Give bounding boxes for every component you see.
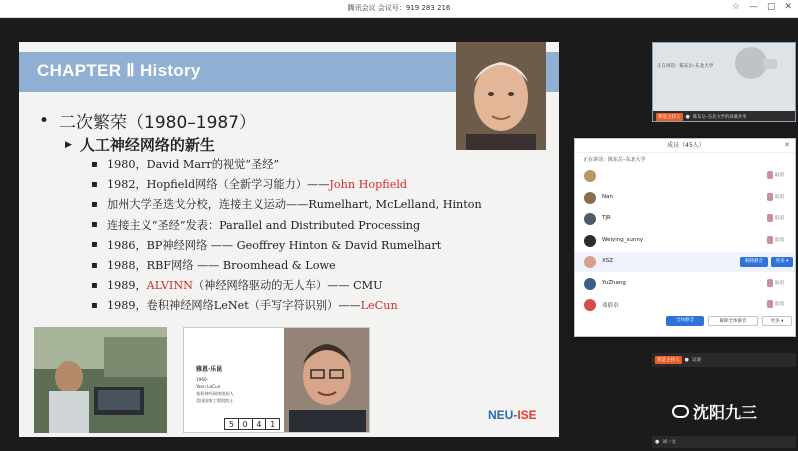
members-panel-title: 成员（45人）	[575, 139, 796, 153]
alvinn-photo	[34, 327, 167, 433]
timeline-item	[91, 235, 559, 255]
hopfield-portrait	[456, 42, 546, 150]
speaker-tile-label: 陈东岳–东北大学的屏幕共享	[692, 115, 747, 120]
item-text: 1988，RBF网络 —— Broomhead & Lowe	[107, 259, 336, 273]
bullet-level1	[39, 108, 256, 133]
digit-box: 0	[239, 419, 253, 429]
item-text: 连接主义“圣经”发表：Parallel and Distributed Processing	[107, 218, 421, 232]
speaker-tile-footer	[653, 111, 796, 122]
lecun-role: 卷积神经网络创始人	[196, 391, 234, 396]
member-row[interactable]	[575, 166, 796, 186]
avatar	[584, 192, 596, 204]
digit-box: 5	[225, 419, 239, 429]
pin-icon[interactable]: ☆	[731, 2, 740, 12]
participant-tile-wudi[interactable]	[652, 353, 796, 367]
lecun-card	[183, 327, 370, 433]
item-text: （神经网络驱动的无人车）—— CMU	[192, 279, 383, 293]
bullet-level2	[65, 134, 215, 155]
members-panel	[574, 138, 796, 337]
digit-box: 4	[253, 419, 267, 429]
member-row[interactable]	[575, 274, 796, 294]
muted-mic-icon[interactable]	[767, 193, 773, 201]
panel-speaking-label: 正在讲话：陈东岳–东北大学	[583, 157, 646, 163]
unmute-member-button[interactable]: 解除静音	[740, 257, 768, 267]
dash-bullet-icon: ▪	[91, 239, 98, 251]
highlight-name: ALVINN	[146, 278, 193, 292]
item-text: 1986，BP神经网络 —— Geoffrey Hinton & David Rumelhart	[107, 238, 442, 252]
speaker-tile[interactable]	[652, 42, 796, 122]
digit-box: 1	[270, 420, 276, 429]
handwritten-digits	[224, 418, 280, 430]
alvinn-image	[34, 327, 167, 433]
lecun-photo	[284, 328, 370, 433]
watermark	[672, 400, 757, 423]
avatar	[584, 256, 596, 268]
maximize-icon[interactable]: ▢	[766, 2, 776, 12]
avatar	[584, 170, 596, 182]
mic-status-label: 取消	[775, 302, 784, 307]
panel-more-button[interactable]: 更多 ▾	[762, 316, 792, 326]
lecun-info	[196, 376, 234, 404]
bullet-dot: •	[39, 110, 50, 131]
mic-status-label: 取消	[775, 237, 784, 243]
avatar	[584, 299, 596, 311]
muted-mic-icon[interactable]	[767, 214, 773, 222]
timeline-item	[91, 154, 559, 174]
dash-bullet-icon: ▪	[91, 279, 98, 291]
member-row[interactable]	[575, 188, 796, 208]
dash-bullet-icon: ▪	[91, 158, 98, 170]
mic-status-label: 取消	[775, 173, 784, 178]
timeline-item	[91, 174, 559, 194]
avatar	[584, 213, 596, 225]
member-name: Nan	[602, 193, 613, 200]
timeline-item	[91, 255, 559, 275]
timeline-list	[91, 154, 559, 316]
host-badge: 我是主持人	[658, 115, 681, 120]
unmute-all-button[interactable]: 解除全体静音	[708, 316, 758, 326]
bullet-level1-text: 二次繁荣（1980–1987）	[59, 113, 257, 133]
close-icon[interactable]: ✕	[784, 2, 792, 12]
dash-bullet-icon: ▪	[91, 299, 98, 311]
title-bar	[0, 0, 798, 18]
item-text: 1980，David Marr的视觉“圣经”	[107, 158, 280, 172]
dash-bullet-icon: ▪	[91, 178, 98, 190]
muted-mic-icon[interactable]	[767, 236, 773, 244]
panel-close-icon[interactable]: ✕	[784, 141, 790, 149]
mic-status-label: 取消	[775, 194, 784, 200]
member-row[interactable]	[575, 231, 796, 251]
slide-title: CHAPTER Ⅱ History	[37, 61, 201, 80]
item-text: 1989，	[107, 279, 147, 293]
participant-name: 刘一文	[662, 440, 676, 445]
member-name: YuZhang	[602, 279, 626, 286]
wechat-icon	[672, 405, 689, 418]
dash-bullet-icon: ▪	[91, 259, 98, 271]
mic-icon: ●	[655, 439, 660, 445]
timeline-item	[91, 194, 559, 214]
portrait-image	[456, 42, 546, 150]
item-text: 1982，Hopfield网络（全新学习能力）——	[107, 178, 330, 192]
speaker-talking-label: 正在讲话：陈东岳–东北大学	[657, 64, 714, 69]
member-name: 邓倩卓	[602, 303, 619, 309]
lecun-honor: 美国国家工程院院士	[196, 398, 234, 403]
member-more-button[interactable]: 更多 ▾	[771, 257, 793, 267]
avatar	[584, 278, 596, 290]
item-text: 加州大学圣迭戈分校，连接主义运动——Rumelhart, McLelland, Hinton	[107, 198, 482, 212]
speaker-screen-thumbnail	[653, 43, 796, 111]
highlight-name: LeCun	[360, 298, 398, 312]
muted-mic-icon[interactable]	[767, 171, 773, 179]
lecun-image	[284, 328, 370, 433]
participant-name: 吴迪	[691, 358, 701, 363]
mic-status-label: 取消	[775, 280, 784, 286]
dash-bullet-icon: ▪	[91, 219, 98, 231]
mic-status-label: 取消	[775, 216, 784, 221]
logo-part2: ISE	[517, 408, 537, 422]
dash-bullet-icon: ▪	[91, 198, 98, 210]
lecun-en-name: Yann LeCun	[196, 384, 221, 389]
member-name: TJR	[602, 215, 611, 221]
mic-icon: ●	[684, 357, 689, 363]
member-name: XSZ	[602, 258, 614, 264]
watermark-text: 沈阳九三	[693, 403, 758, 422]
muted-mic-icon[interactable]	[767, 300, 773, 308]
mic-icon: ●	[685, 114, 690, 120]
timeline-item	[91, 215, 559, 235]
item-text: 1989，卷积神经网络LeNet（手写字符识别）——	[107, 299, 361, 313]
neu-ise-logo	[488, 408, 537, 422]
timeline-item	[91, 275, 559, 295]
muted-mic-icon[interactable]	[767, 279, 773, 287]
shared-slide	[19, 42, 559, 437]
window-title: 腾讯会议 会议号：919 283 216	[347, 4, 451, 12]
logo-part1: NEU-	[488, 408, 518, 422]
triangle-bullet-icon: ▶	[65, 139, 72, 150]
participant-tile-liuyiwen[interactable]	[652, 436, 796, 448]
lecun-name: 雅恩·乐昆	[196, 366, 223, 373]
member-row[interactable]	[575, 295, 796, 315]
member-name: Weiying_sunny	[602, 236, 644, 243]
member-row[interactable]	[575, 209, 796, 229]
avatar	[584, 235, 596, 247]
window-controls	[732, 2, 792, 12]
host-badge: 我是主持人	[657, 358, 680, 363]
minimize-icon[interactable]: —	[748, 2, 758, 12]
timeline-item	[91, 295, 559, 315]
mute-all-button[interactable]: 全体静音	[666, 316, 704, 326]
lecun-years: 1960–	[196, 377, 209, 382]
member-row[interactable]	[575, 252, 796, 272]
bullet-level2-text: 人工神经网络的新生	[79, 136, 215, 154]
highlight-name: John Hopfield	[329, 177, 408, 191]
